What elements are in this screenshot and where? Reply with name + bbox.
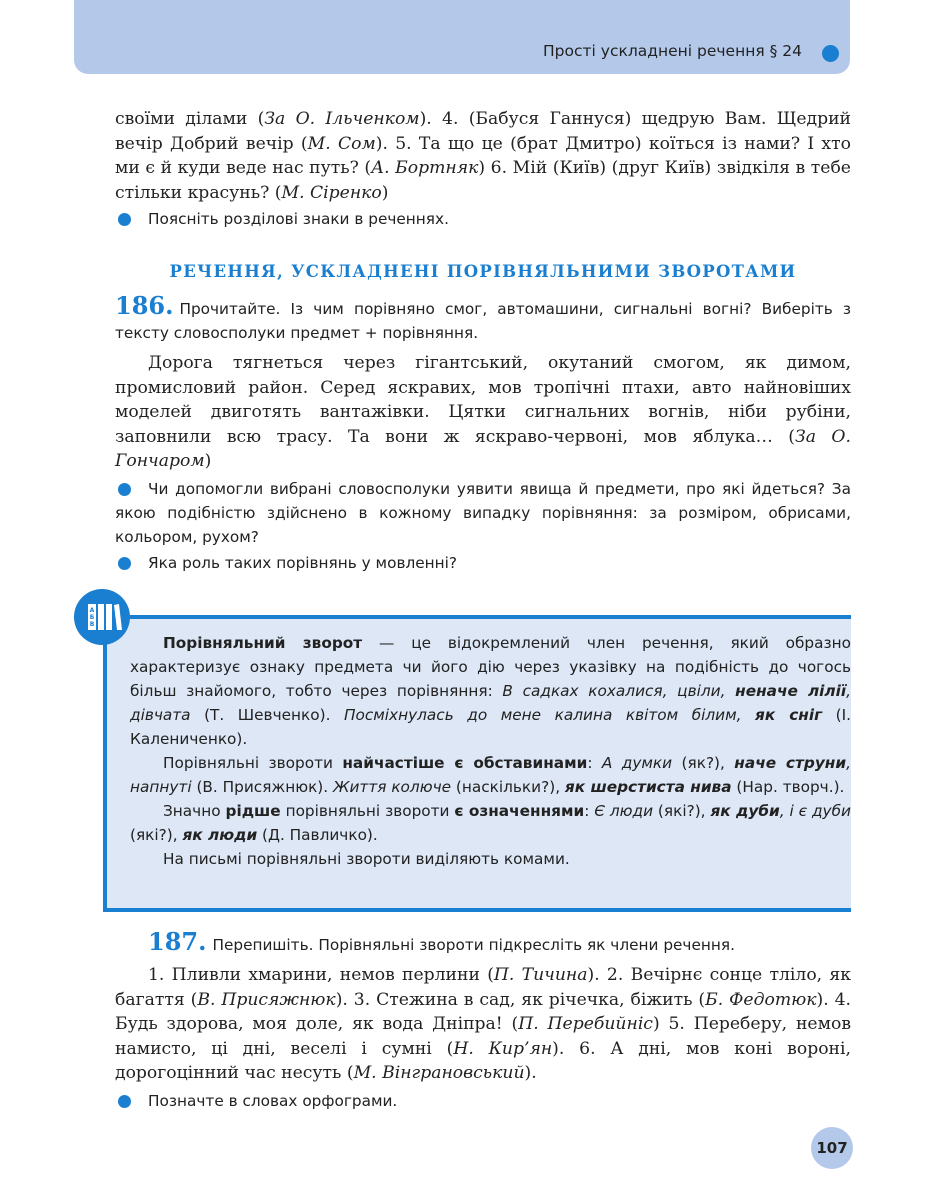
rule-paragraph: Значно рідше порівняльні звороти є означеннями: Є люди (які?), як дуби, і є дуби (які?), як люди (Д. Павличко). bbox=[130, 802, 851, 844]
question-bullet: Чи допомогли вибрані словосполуки уявити явища й предмети, про які йдеться? За якою подібністю здійснено в кожному випадку порівняння: за розміром, обрисами, кольором, рухом? bbox=[115, 480, 851, 546]
bullet-dot-icon bbox=[118, 213, 131, 226]
task-bullet: Позначте в словах орфограми. bbox=[115, 1089, 851, 1113]
header-title: Прості ускладнені речення § 24 bbox=[543, 42, 802, 60]
page-number: 107 bbox=[811, 1127, 853, 1169]
exercise-186-text: Дорога тягнеться через гігантський, окутаний смогом, як димом, промисловий район. Серед яскравих, мов тропічні птахи, авто найновіших моделей двиготять вантажівки. Цятки сигнальних вогнів, ніби рубіни, заповнили всю трасу. Та вони ж яскраво-червоні, мов яблука… (За О. Гончаром) bbox=[115, 353, 851, 471]
bullet-dot-icon bbox=[118, 1095, 131, 1108]
section-heading: РЕЧЕННЯ, УСКЛАДНЕНІ ПОРІВНЯЛЬНИМИ ЗВОРОТАМИ bbox=[169, 262, 797, 281]
rule-paragraph: Порівняльні звороти найчастіше є обставинами: А думки (як?), наче струни, напнуті (В. Присяжнюк). Життя колюче (наскільки?), як шерстиста нива (Нар. творч.). bbox=[130, 754, 851, 796]
rule-text bbox=[130, 631, 851, 871]
book-abc-icon bbox=[74, 589, 130, 645]
header-dot-icon bbox=[822, 45, 839, 62]
svg-text:В: В bbox=[89, 621, 95, 628]
svg-text:Б: Б bbox=[89, 614, 95, 621]
exercise-number: 187. bbox=[148, 927, 207, 956]
question-bullet: Яка роль таких порівнянь у мовленні? bbox=[115, 551, 851, 575]
exercise-187-text: 1. Пливли хмарини, немов перлини (П. Тичина). 2. Вечірнє сонце тліло, як багаття (В. Присяжнюк). 3. Стежина в сад, як річечка, біжить (Б. Федотюк). 4. Будь здорова, моя доле, як вода Дніпра! (П. Перебийніс) 5. Переберу, немов намисто, ці дні, веселі і сумні (Н. Кир’ян). 6. А дні, мов коні вороні, дорогоцінний час несуть (М. Вінграновський). bbox=[115, 965, 852, 1083]
exercise-186-instruction: 186. Прочитайте. Із чим порівняно смог, автомашини, сигнальні вогні? Виберіть з тексту словосполуки предмет + порівняння. bbox=[115, 291, 851, 342]
running-header bbox=[74, 0, 850, 74]
task-bullet: Поясніть розділові знаки в реченнях. bbox=[115, 207, 851, 231]
exercise-number: 186. bbox=[115, 291, 174, 320]
rule-paragraph: Порівняльний зворот — це відокремлений член речення, який образно характеризує ознаку предмета чи його дію через указівку на подібність до чогось більш знайомого, тобто через порівняння: В садках кохалися, цвіли, неначе лілії, дівчата (Т. Шевченко). Посміхнулась до мене калина квітом білим, як сніг (І. Калениченко). bbox=[130, 634, 852, 748]
bullet-dot-icon bbox=[118, 557, 131, 570]
continued-exercise-text: своїми ділами (За О. Ільченком). 4. (Бабуся Ганнуся) щедрую Вам. Щедрий вечір Добрий вечір (М. Сом). 5. Та що це (брат Дмитро) коїться із нами? І хто ми є й куди веде нас путь? (А. Бортняк) 6. Мій (Київ) (друг Київ) звідкіля в тебе стільки красунь? (М. Сіренко) bbox=[115, 109, 851, 203]
bullet-dot-icon bbox=[118, 483, 131, 496]
rule-paragraph: На письмі порівняльні звороти виділяють комами. bbox=[163, 850, 570, 868]
exercise-187-instruction: 187. Перепишіть. Порівняльні звороти підкресліть як члени речення. bbox=[148, 927, 735, 956]
svg-text:А: А bbox=[89, 607, 95, 614]
